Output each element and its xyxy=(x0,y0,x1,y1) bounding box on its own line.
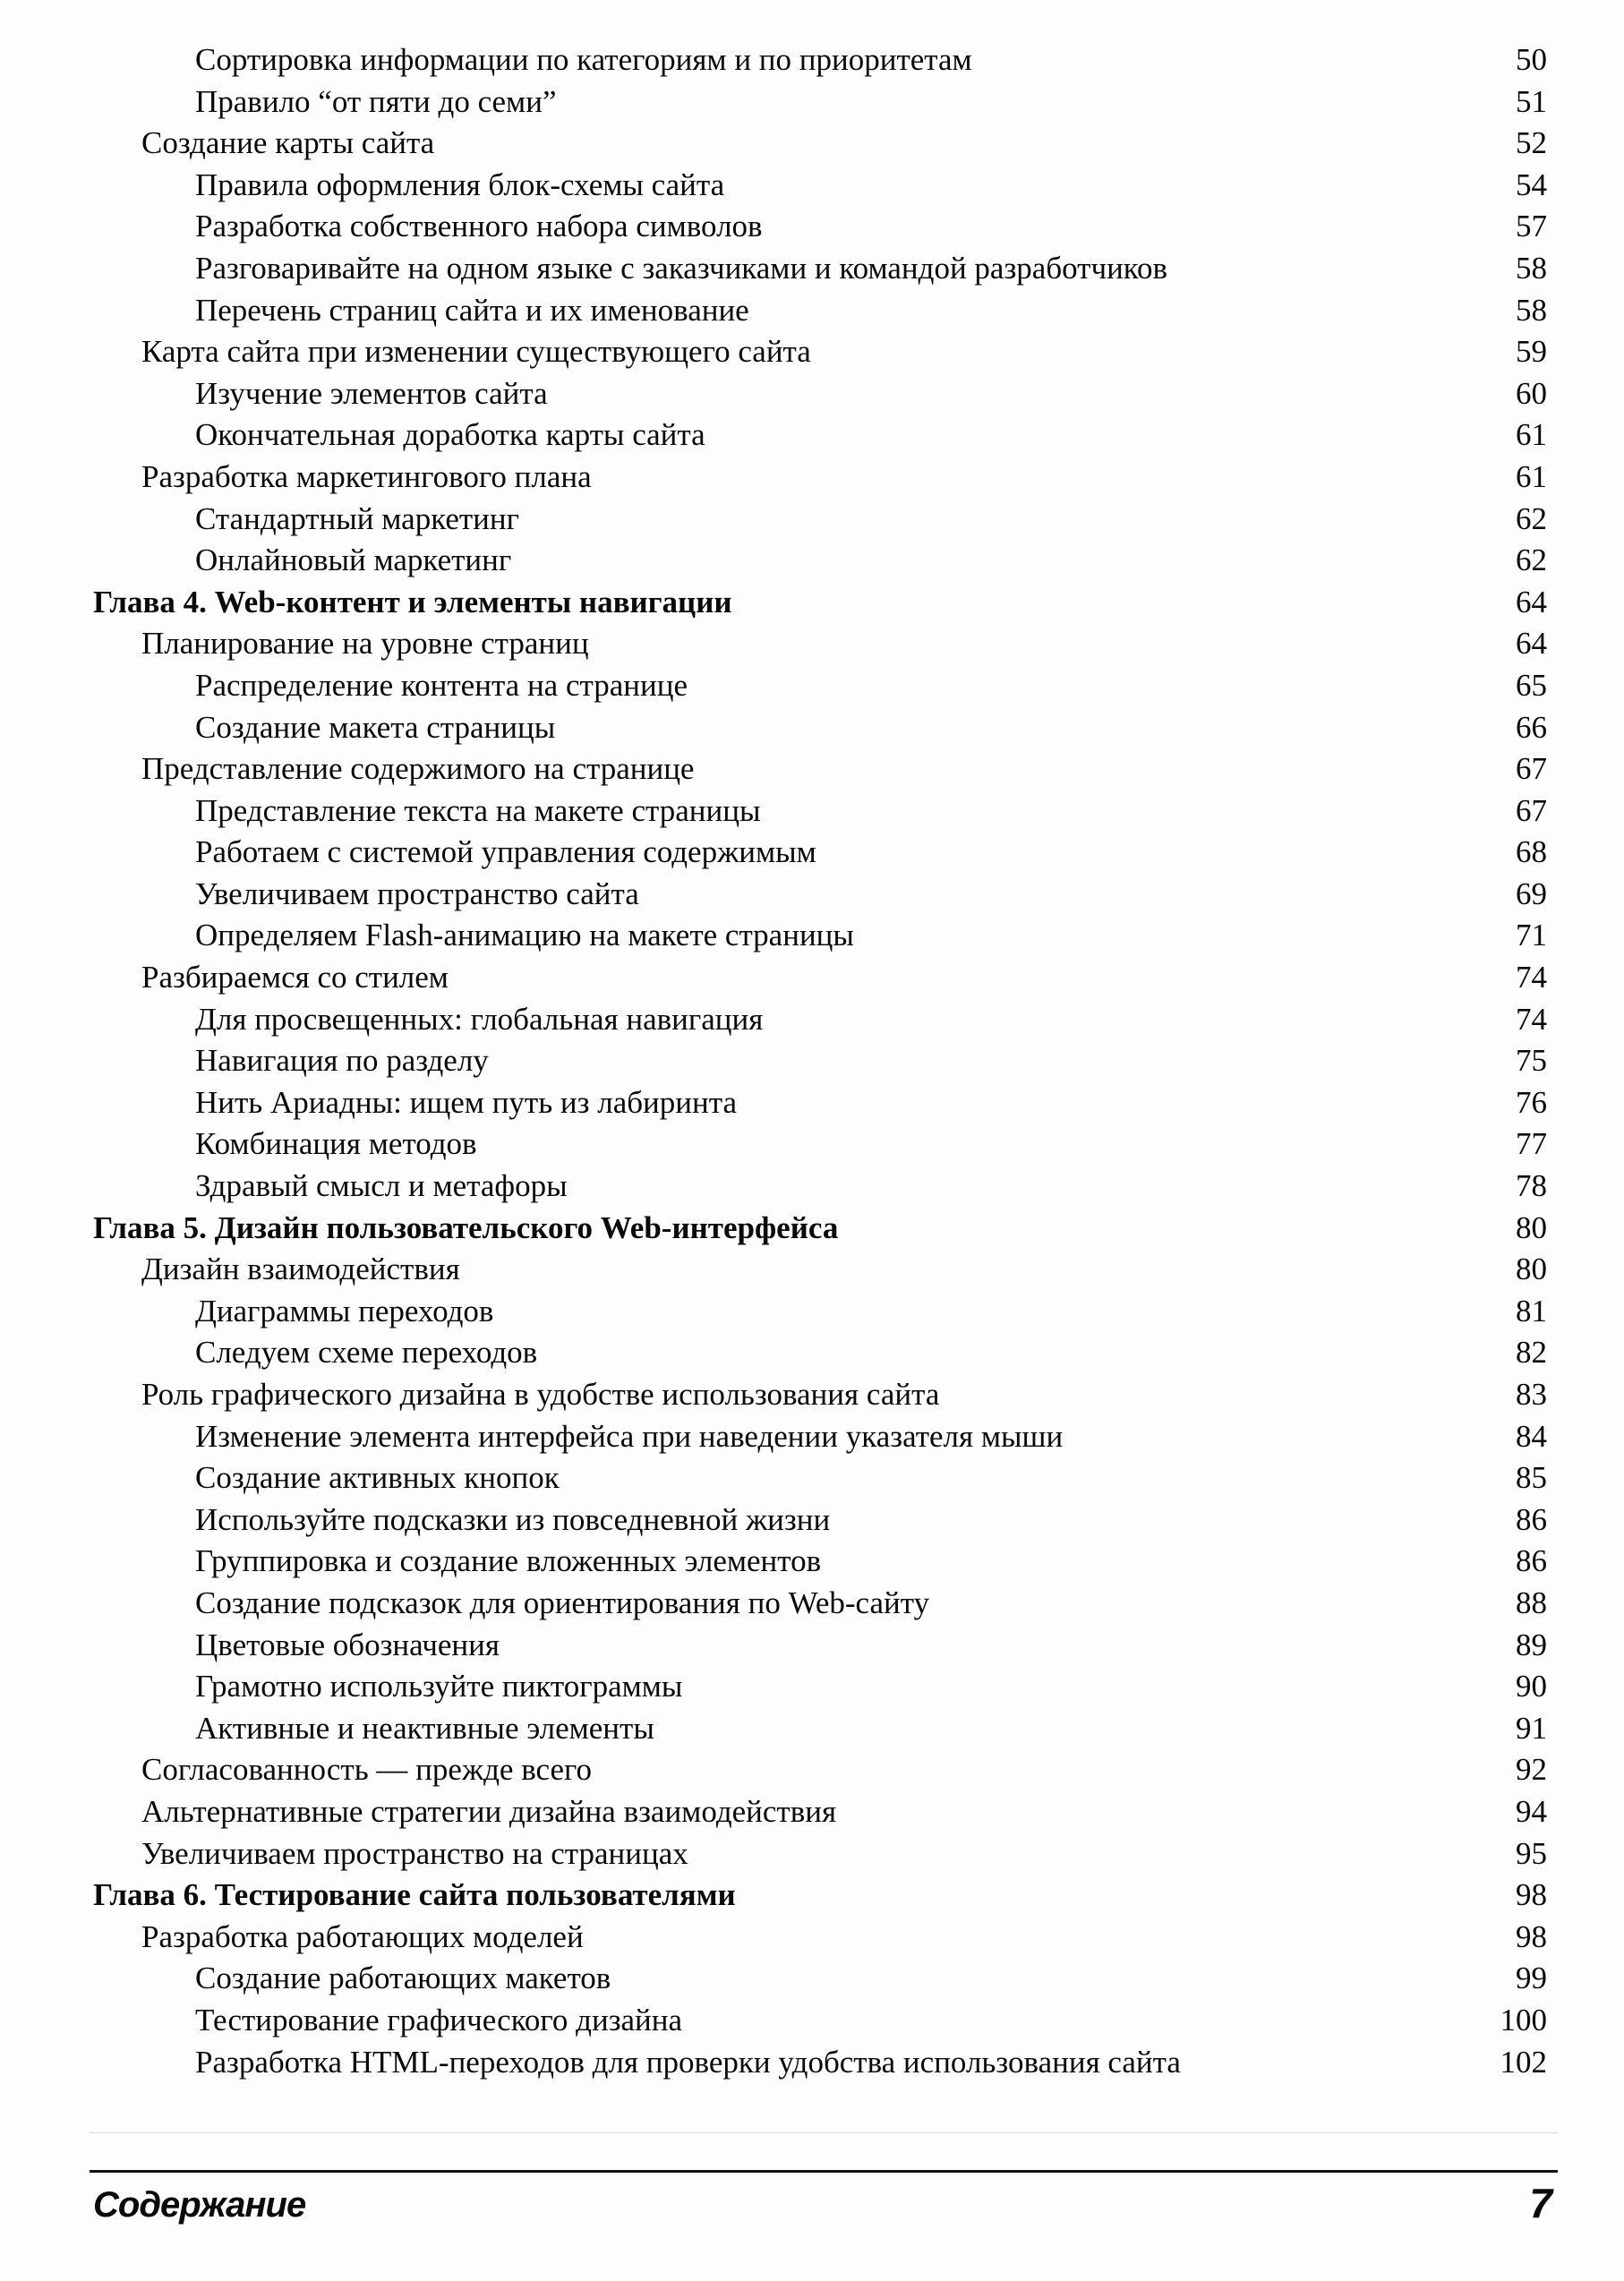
toc-entry-title: Роль графического дизайна в удобстве использования сайта xyxy=(141,1377,940,1412)
toc-entry-title: Правило “от пяти до семи” xyxy=(195,83,557,119)
toc-subsection-entry xyxy=(0,1457,1624,1499)
toc-chapter-entry xyxy=(0,1208,1624,1250)
toc-section-entry xyxy=(0,1791,1624,1833)
toc-entry-page-number: 51 xyxy=(1516,83,1547,119)
toc-entry-title: Здравый смысл и метафоры xyxy=(195,1168,568,1204)
toc-entry-page-number: 85 xyxy=(1516,1460,1547,1496)
toc-entry-title: Создание активных кнопок xyxy=(195,1460,560,1496)
toc-entry-title: Разработка работающих моделей xyxy=(141,1918,584,1954)
toc-subsection-entry xyxy=(0,1082,1624,1124)
toc-entry-title: Распределение контента на странице xyxy=(195,667,688,703)
toc-subsection-entry xyxy=(0,206,1624,248)
toc-subsection-entry xyxy=(0,2042,1624,2084)
toc-subsection-entry xyxy=(0,1666,1624,1708)
toc-entry-title: Тестирование графического дизайна xyxy=(195,2002,683,2038)
toc-subsection-entry xyxy=(0,999,1624,1041)
toc-entry-title: Глава 6. Тестирование сайта пользователями xyxy=(93,1877,736,1913)
toc-entry-title: Окончательная доработка карты сайта xyxy=(195,417,705,453)
toc-entry-title: Перечень страниц сайта и их именование xyxy=(195,292,749,328)
toc-subsection-entry xyxy=(0,707,1624,749)
toc-entry-page-number: 71 xyxy=(1516,918,1547,953)
toc-entry-page-number: 77 xyxy=(1516,1126,1547,1162)
toc-entry-title: Сортировка информации по категориям и по приоритетам xyxy=(195,42,972,77)
toc-entry-title: Грамотно используйте пиктограммы xyxy=(195,1669,683,1704)
toc-entry-page-number: 59 xyxy=(1516,334,1547,370)
toc-entry-page-number: 61 xyxy=(1516,458,1547,494)
toc-entry-title: Правила оформления блок-схемы сайта xyxy=(195,167,725,202)
toc-entry-page-number: 100 xyxy=(1500,2002,1547,2038)
toc-subsection-entry xyxy=(0,414,1624,457)
toc-subsection-entry xyxy=(0,1416,1624,1458)
toc-section-entry xyxy=(0,623,1624,665)
toc-entry-title: Разбираемся со стилем xyxy=(141,960,449,995)
toc-entry-title: Цветовые обозначения xyxy=(195,1627,500,1662)
toc-entry-page-number: 61 xyxy=(1516,417,1547,453)
toc-subsection-entry xyxy=(0,1040,1624,1082)
footer-divider xyxy=(90,2170,1558,2173)
toc-entry-page-number: 84 xyxy=(1516,1418,1547,1454)
toc-entry-page-number: 83 xyxy=(1516,1377,1547,1412)
toc-entry-title: Согласованность — прежде всего xyxy=(141,1752,593,1788)
toc-entry-page-number: 62 xyxy=(1516,500,1547,536)
toc-entry-page-number: 80 xyxy=(1516,1209,1547,1245)
toc-entry-title: Альтернативные стратегии дизайна взаимодействия xyxy=(141,1793,837,1829)
toc-subsection-entry xyxy=(0,1123,1624,1166)
toc-subsection-entry xyxy=(0,1499,1624,1542)
toc-entry-page-number: 54 xyxy=(1516,167,1547,202)
toc-entry-page-number: 80 xyxy=(1516,1252,1547,1287)
toc-entry-title: Глава 4. Web-контент и элементы навигации xyxy=(93,584,732,619)
toc-entry-title: Разработка маркетингового плана xyxy=(141,458,592,494)
toc-subsection-entry xyxy=(0,540,1624,582)
toc-subsection-entry xyxy=(0,1166,1624,1208)
toc-entry-page-number: 90 xyxy=(1516,1669,1547,1704)
toc-entry-title: Глава 5. Дизайн пользовательского Web-интерфейса xyxy=(93,1209,839,1245)
toc-subsection-entry xyxy=(0,874,1624,916)
toc-entry-page-number: 98 xyxy=(1516,1918,1547,1954)
footer-bleed-line xyxy=(90,2132,1558,2133)
toc-entry-page-number: 69 xyxy=(1516,876,1547,911)
toc-entry-page-number: 102 xyxy=(1500,2044,1547,2080)
toc-entry-page-number: 86 xyxy=(1516,1543,1547,1579)
toc-entry-title: Увеличиваем пространство на страницах xyxy=(141,1835,688,1871)
toc-entry-title: Диаграммы переходов xyxy=(195,1293,494,1328)
toc-entry-title: Следуем схеме переходов xyxy=(195,1335,538,1371)
toc-entry-title: Разработка HTML-переходов для проверки удобства использования сайта xyxy=(195,2044,1181,2080)
toc-entry-title: Создание макета страницы xyxy=(195,709,556,745)
toc-entry-title: Определяем Flash-анимацию на макете страницы xyxy=(195,918,854,953)
toc-entry-page-number: 64 xyxy=(1516,584,1547,619)
toc-entry-title: Создание работающих макетов xyxy=(195,1961,611,1996)
toc-entry-page-number: 91 xyxy=(1516,1710,1547,1746)
toc-entry-page-number: 74 xyxy=(1516,960,1547,995)
toc-entry-title: Разработка собственного набора символов xyxy=(195,209,763,244)
toc-entry-title: Изменение элемента интерфейса при наведении указателя мыши xyxy=(195,1418,1064,1454)
toc-subsection-entry xyxy=(0,790,1624,833)
toc-subsection-entry xyxy=(0,373,1624,415)
toc-entry-title: Группировка и создание вложенных элементов xyxy=(195,1543,822,1579)
toc-entry-title: Разговаривайте на одном языке с заказчиками и командой разработчиков xyxy=(195,250,1168,286)
toc-entry-title: Представление содержимого на странице xyxy=(141,751,695,787)
toc-entry-page-number: 81 xyxy=(1516,1293,1547,1328)
toc-subsection-entry xyxy=(0,248,1624,290)
toc-subsection-entry xyxy=(0,1958,1624,2000)
toc-entry-page-number: 64 xyxy=(1516,626,1547,662)
toc-subsection-entry xyxy=(0,1583,1624,1625)
toc-subsection-entry xyxy=(0,2000,1624,2042)
toc-entry-title: Создание карты сайта xyxy=(141,125,435,161)
toc-entry-page-number: 65 xyxy=(1516,667,1547,703)
toc-entry-page-number: 82 xyxy=(1516,1335,1547,1371)
running-footer-title: Содержание xyxy=(93,2185,306,2225)
toc-entry-title: Используйте подсказки из повседневной жизни xyxy=(195,1501,831,1537)
toc-entry-page-number: 78 xyxy=(1516,1168,1547,1204)
toc-entry-page-number: 94 xyxy=(1516,1793,1547,1829)
toc-entry-title: Изучение элементов сайта xyxy=(195,375,548,411)
toc-entry-title: Представление текста на макете страницы xyxy=(195,792,761,828)
toc-subsection-entry xyxy=(0,1332,1624,1374)
toc-entry-title: Увеличиваем пространство сайта xyxy=(195,876,639,911)
toc-entry-page-number: 75 xyxy=(1516,1043,1547,1079)
toc-entry-title: Создание подсказок для ориентирования по Web-сайту xyxy=(195,1585,930,1620)
toc-entry-page-number: 99 xyxy=(1516,1961,1547,1996)
toc-entry-page-number: 50 xyxy=(1516,42,1547,77)
toc-entry-page-number: 86 xyxy=(1516,1501,1547,1537)
toc-section-entry xyxy=(0,1917,1624,1959)
toc-entry-title: Работаем с системой управления содержимым xyxy=(195,834,816,870)
toc-subsection-entry xyxy=(0,1291,1624,1333)
toc-subsection-entry xyxy=(0,1708,1624,1750)
toc-entry-page-number: 92 xyxy=(1516,1752,1547,1788)
toc-entry-title: Для просвещенных: глобальная навигация xyxy=(195,1001,764,1037)
toc-section-entry xyxy=(0,331,1624,373)
toc-entry-page-number: 76 xyxy=(1516,1084,1547,1120)
toc-entry-title: Активные и неактивные элементы xyxy=(195,1710,654,1746)
toc-entry-title: Планирование на уровне страниц xyxy=(141,626,589,662)
toc-entry-page-number: 67 xyxy=(1516,751,1547,787)
toc-entry-page-number: 95 xyxy=(1516,1835,1547,1871)
toc-entry-page-number: 88 xyxy=(1516,1585,1547,1620)
toc-entry-page-number: 58 xyxy=(1516,292,1547,328)
toc-section-entry xyxy=(0,1833,1624,1875)
toc-section-entry xyxy=(0,957,1624,999)
toc-subsection-entry xyxy=(0,665,1624,707)
toc-entry-page-number: 58 xyxy=(1516,250,1547,286)
toc-subsection-entry xyxy=(0,81,1624,124)
toc-entry-page-number: 67 xyxy=(1516,792,1547,828)
toc-entry-title: Навигация по разделу xyxy=(195,1043,489,1079)
toc-entry-title: Комбинация методов xyxy=(195,1126,477,1162)
toc-section-entry xyxy=(0,1374,1624,1416)
toc-section-entry xyxy=(0,457,1624,499)
toc-section-entry xyxy=(0,748,1624,790)
toc-subsection-entry xyxy=(0,1625,1624,1667)
toc-entry-page-number: 52 xyxy=(1516,125,1547,161)
toc-subsection-entry xyxy=(0,499,1624,541)
toc-subsection-entry xyxy=(0,290,1624,332)
toc-entry-page-number: 74 xyxy=(1516,1001,1547,1037)
table-of-contents xyxy=(0,39,1624,2083)
toc-subsection-entry xyxy=(0,1541,1624,1583)
page-number: 7 xyxy=(1529,2180,1552,2226)
toc-entry-page-number: 68 xyxy=(1516,834,1547,870)
toc-entry-page-number: 98 xyxy=(1516,1877,1547,1913)
toc-chapter-entry xyxy=(0,582,1624,624)
toc-subsection-entry xyxy=(0,832,1624,874)
toc-entry-page-number: 60 xyxy=(1516,375,1547,411)
toc-entry-title: Дизайн взаимодействия xyxy=(141,1252,460,1287)
toc-entry-page-number: 57 xyxy=(1516,209,1547,244)
toc-chapter-entry xyxy=(0,1875,1624,1917)
toc-entry-title: Онлайновый маркетинг xyxy=(195,542,512,578)
toc-subsection-entry xyxy=(0,165,1624,207)
toc-entry-page-number: 89 xyxy=(1516,1627,1547,1662)
toc-section-entry xyxy=(0,1249,1624,1291)
toc-entry-title: Нить Ариадны: ищем путь из лабиринта xyxy=(195,1084,737,1120)
toc-entry-title: Стандартный маркетинг xyxy=(195,500,519,536)
toc-subsection-entry xyxy=(0,915,1624,957)
toc-section-entry xyxy=(0,1749,1624,1791)
toc-entry-title: Карта сайта при изменении существующего сайта xyxy=(141,334,811,370)
toc-entry-page-number: 62 xyxy=(1516,542,1547,578)
toc-section-entry xyxy=(0,123,1624,165)
toc-entry-page-number: 66 xyxy=(1516,709,1547,745)
toc-subsection-entry xyxy=(0,39,1624,81)
